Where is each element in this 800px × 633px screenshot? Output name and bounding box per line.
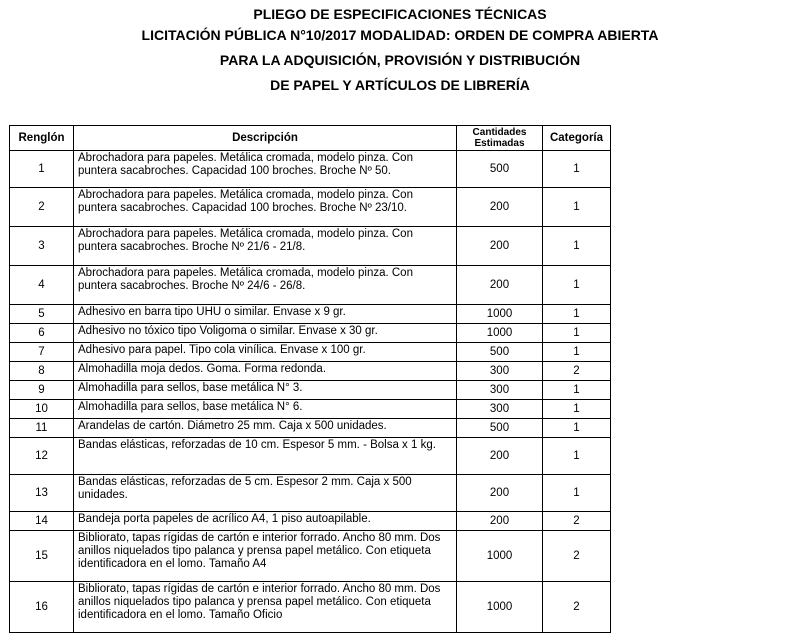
cell-categoria: 1 <box>543 475 611 512</box>
cell-cantidad: 1000 <box>457 582 543 633</box>
cell-cantidad: 500 <box>457 151 543 188</box>
cell-cantidad: 300 <box>457 381 543 400</box>
table-row <box>10 343 611 362</box>
cell-descripcion: Bibliorato, tapas rígidas de cartón e interior forrado. Ancho 80 mm. Dos anillos niquelados tipo palanca y prensa papel metálico. Con etiqueta identificadora en el lomo. Tamaño A4 <box>74 531 457 582</box>
table-row <box>10 400 611 419</box>
table-row <box>10 582 611 633</box>
cell-categoria: 1 <box>543 151 611 188</box>
cell-descripcion: Arandelas de cartón. Diámetro 25 mm. Caja x 500 unidades. <box>74 419 457 438</box>
doc-title: PLIEGO DE ESPECIFICACIONES TÉCNICAS <box>253 6 547 22</box>
doc-subtitle-licitacion: LICITACIÓN PÚBLICA N°10/2017 MODALIDAD: ORDEN DE COMPRA ABIERTA <box>141 27 659 43</box>
cell-descripcion: Almohadilla moja dedos. Goma. Forma redonda. <box>74 362 457 381</box>
cell-cantidad: 1000 <box>457 531 543 582</box>
cell-renglon: 8 <box>10 362 74 381</box>
col-header-cantidades <box>457 126 543 151</box>
specifications-table <box>9 125 611 633</box>
cell-categoria: 2 <box>543 362 611 381</box>
cell-categoria: 1 <box>543 188 611 227</box>
cell-categoria: 1 <box>543 419 611 438</box>
col-header-renglon: Renglón <box>10 126 74 151</box>
cell-cantidad: 200 <box>457 438 543 475</box>
cell-descripcion: Adhesivo en barra tipo UHU o similar. Envase x 9 gr. <box>74 305 457 324</box>
table-row <box>10 438 611 475</box>
cell-categoria: 2 <box>543 512 611 531</box>
cell-categoria: 2 <box>543 531 611 582</box>
cell-renglon: 9 <box>10 381 74 400</box>
doc-subtitle-adquisicion: PARA LA ADQUISICIÓN, PROVISIÓN Y DISTRIBUCIÓN <box>219 52 581 68</box>
table-row <box>10 151 611 188</box>
cell-cantidad: 200 <box>457 512 543 531</box>
doc-subtitle-articulos: DE PAPEL Y ARTÍCULOS DE LIBRERÍA <box>270 77 530 93</box>
cell-descripcion: Abrochadora para papeles. Metálica cromada, modelo pinza. Con puntera sacabroches. Broche Nº 21/6 - 21/8. <box>74 227 457 266</box>
cell-cantidad: 500 <box>457 343 543 362</box>
cell-cantidad: 200 <box>457 227 543 266</box>
cell-renglon: 6 <box>10 324 74 343</box>
cell-renglon: 2 <box>10 188 74 227</box>
cell-categoria: 1 <box>543 305 611 324</box>
cell-cantidad: 300 <box>457 362 543 381</box>
cell-descripcion: Abrochadora para papeles. Metálica cromada, modelo pinza. Con puntera sacabroches. Capacidad 100 broches. Broche Nº 23/10. <box>74 188 457 227</box>
table-row <box>10 227 611 266</box>
table-row <box>10 512 611 531</box>
cell-descripcion: Adhesivo para papel. Tipo cola vinílica. Envase x 100 gr. <box>74 343 457 362</box>
table-row <box>10 188 611 227</box>
col-header-cantidades-line2: Estimadas <box>474 138 525 149</box>
cell-renglon: 1 <box>10 151 74 188</box>
cell-renglon: 12 <box>10 438 74 475</box>
table-row <box>10 305 611 324</box>
cell-categoria: 1 <box>543 343 611 362</box>
cell-renglon: 10 <box>10 400 74 419</box>
cell-descripcion: Bandas elásticas, reforzadas de 5 cm. Espesor 2 mm. Caja x 500 unidades. <box>74 475 457 512</box>
cell-categoria: 1 <box>543 438 611 475</box>
col-header-cantidades-line1: Cantidades <box>472 127 527 138</box>
cell-descripcion: Almohadilla para sellos, base metálica N° 3. <box>74 381 457 400</box>
table-row <box>10 362 611 381</box>
table-row <box>10 381 611 400</box>
cell-cantidad: 200 <box>457 475 543 512</box>
cell-renglon: 16 <box>10 582 74 633</box>
col-header-descripcion: Descripción <box>74 126 457 151</box>
cell-categoria: 1 <box>543 400 611 419</box>
table-header-row <box>10 126 611 151</box>
cell-descripcion: Bandas elásticas, reforzadas de 10 cm. Espesor 5 mm. - Bolsa x 1 kg. <box>74 438 457 475</box>
cell-cantidad: 300 <box>457 400 543 419</box>
table-row <box>10 324 611 343</box>
cell-descripcion: Almohadilla para sellos, base metálica N° 6. <box>74 400 457 419</box>
table-row <box>10 531 611 582</box>
cell-descripcion: Abrochadora para papeles. Metálica cromada, modelo pinza. Con puntera sacabroches. Capacidad 100 broches. Broche Nº 50. <box>74 151 457 188</box>
cell-categoria: 1 <box>543 227 611 266</box>
cell-categoria: 1 <box>543 324 611 343</box>
table-row <box>10 475 611 512</box>
cell-categoria: 1 <box>543 381 611 400</box>
cell-categoria: 1 <box>543 266 611 305</box>
cell-cantidad: 200 <box>457 266 543 305</box>
cell-cantidad: 1000 <box>457 324 543 343</box>
cell-descripcion: Adhesivo no tóxico tipo Voligoma o similar. Envase x 30 gr. <box>74 324 457 343</box>
cell-renglon: 13 <box>10 475 74 512</box>
table-row <box>10 266 611 305</box>
cell-cantidad: 500 <box>457 419 543 438</box>
cell-descripcion: Bandeja porta papeles de acrílico A4, 1 piso autoapilable. <box>74 512 457 531</box>
cell-categoria: 2 <box>543 582 611 633</box>
cell-renglon: 7 <box>10 343 74 362</box>
cell-renglon: 3 <box>10 227 74 266</box>
cell-cantidad: 1000 <box>457 305 543 324</box>
cell-renglon: 4 <box>10 266 74 305</box>
cell-descripcion: Abrochadora para papeles. Metálica cromada, modelo pinza. Con puntera sacabroches. Broche Nº 24/6 - 26/8. <box>74 266 457 305</box>
cell-renglon: 11 <box>10 419 74 438</box>
cell-renglon: 15 <box>10 531 74 582</box>
col-header-categoria: Categoría <box>543 126 611 151</box>
table-row <box>10 419 611 438</box>
cell-cantidad: 200 <box>457 188 543 227</box>
cell-renglon: 14 <box>10 512 74 531</box>
cell-descripcion: Bibliorato, tapas rígidas de cartón e interior forrado. Ancho 80 mm. Dos anillos niquelados tipo palanca y prensa papel metálico. Con etiqueta identificadora en el lomo. Tamaño Oficio <box>74 582 457 633</box>
cell-renglon: 5 <box>10 305 74 324</box>
